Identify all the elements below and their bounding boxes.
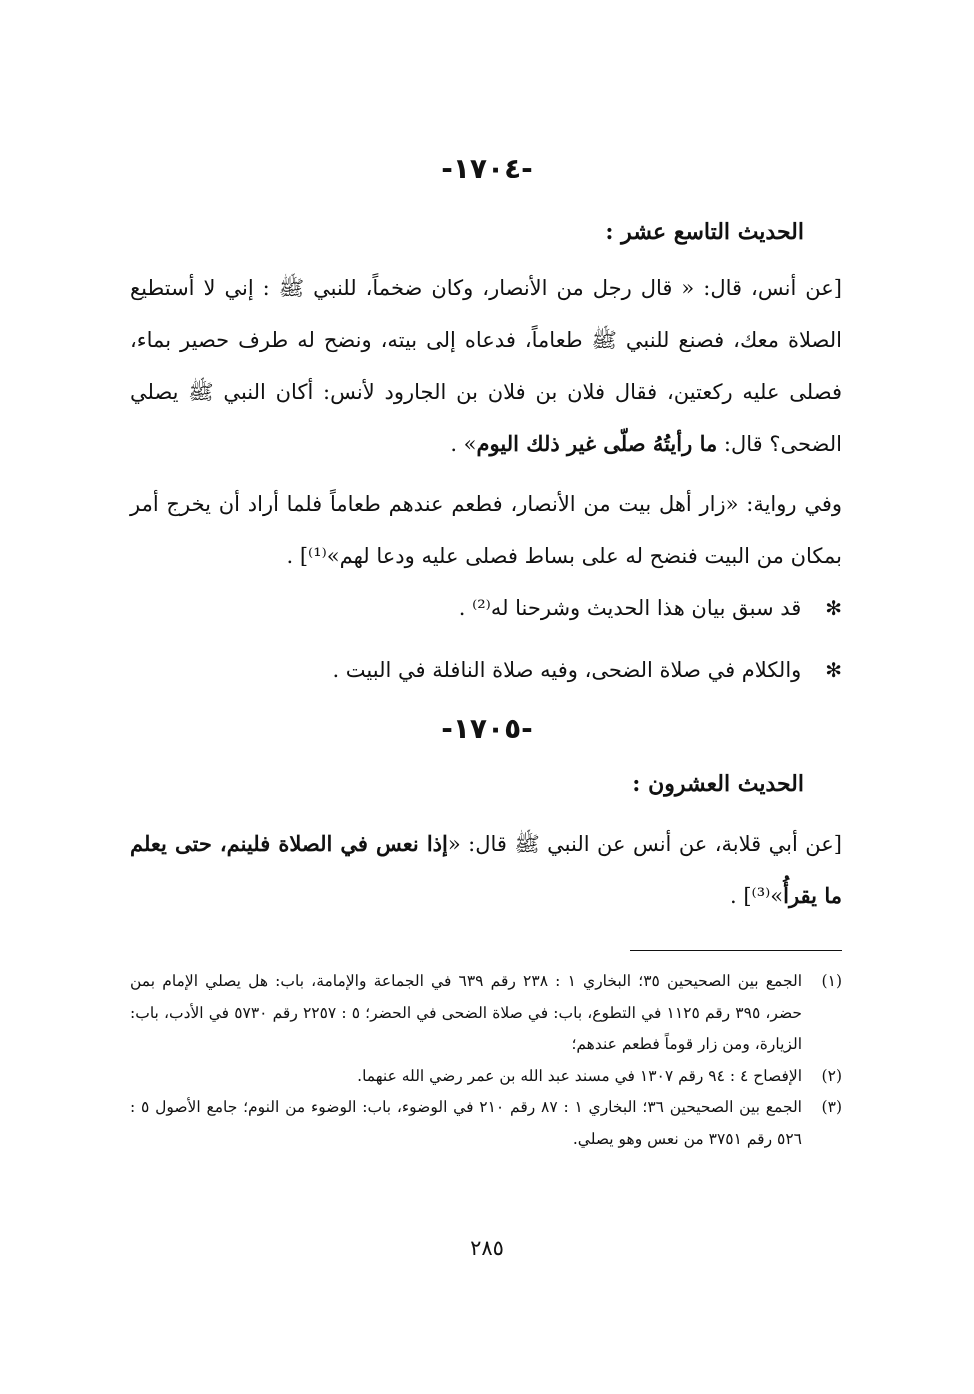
bullet-star-icon: ✻ <box>825 596 842 620</box>
footnote-mark: (٢) <box>821 1066 842 1085</box>
hadith-heading: الحديث العشرون : <box>632 771 804 797</box>
footnotes <box>130 966 842 1155</box>
footnote-mark: (١) <box>821 972 842 990</box>
hadith-text-emphasis: ما رأيتُهُ صلّى غير ذلك اليوم <box>476 431 718 456</box>
page-number: ٢٨٥ <box>470 1236 504 1260</box>
footnote-mark: (٣) <box>821 1098 842 1116</box>
hadith-text-part: » . <box>450 432 477 456</box>
bullet-star-icon: ✻ <box>825 658 842 682</box>
bullet-text: قد سبق بيان هذا الحديث وشرحنا له⁽²⁾ . <box>458 596 802 620</box>
bullet-item <box>130 650 842 690</box>
footnote <box>130 966 842 1061</box>
footnote-text: الجمع بين الصحيحين ٣٦؛ البخاري ١ : ٨٧ رقم ٢١٠ في الوضوء، باب: الوضوء من النوم؛ جامع الأصول ٥ : ٥٢٦ رقم ٣٧٥١ من نعس وهو يصلي. <box>130 1098 802 1148</box>
hadith-number: -١٧٠٥- <box>441 712 533 745</box>
bullet-item <box>130 588 842 628</box>
footnote <box>130 1061 842 1093</box>
hadith-heading: الحديث التاسع عشر : <box>605 219 804 245</box>
footnote-text: الإفصاح ٤ : ٩٤ رقم ١٣٠٧ في مسند عبد الله بن عمر رضي الله عنهما. <box>357 1066 802 1085</box>
hadith-number: -١٧٠٤- <box>441 152 533 185</box>
hadith-text-part: [عن أبي قلابة، عن أنس عن النبي ﷺ قال: « <box>447 832 842 856</box>
footnote-text: الجمع بين الصحيحين ٣٥؛ البخاري ١ : ٢٣٨ رقم ٦٣٩ في الجماعة والإمامة، باب: هل يصلي الإمام بمن حضر، ٣٩٥ رقم ١١٢٥ في التطوع، باب: في صلاة الضحى في الحضر؛ ٥ : ٢٢٥٧ رقم ٥٧٣٠ في الأدب، باب: الزيارة، ومن زار قوماً فطعم عندهم؛ <box>130 972 802 1053</box>
hadith-text-emphasis: إذا نعس في الصلاة فلينم، حتى يعلم ما يقرأُ <box>130 831 842 908</box>
hadith-text <box>130 262 842 470</box>
hadith-riwaya: وفي رواية: «زار أهل بيت من الأنصار، فطعم عندهم طعاماً فلما أراد أن يخرج أمر بمكان من البيت فنضح له على بساط فصلى عليه ودعا لهم»⁽¹⁾] . <box>130 492 842 568</box>
footnote-separator <box>630 950 842 951</box>
footnote <box>130 1092 842 1155</box>
hadith-text-part: [عن أنس، قال: « قال رجل من الأنصار، وكان ضخماً، للنبي ﷺ : إني لا أستطيع الصلاة معك، فصنع للنبي ﷺ طعاماً، فدعاه إلى بيته، ونضح له طرف حصير بماء، فصلى عليه ركعتين، فقال فلان بن فلان بن الجارود لأنس: أكان النبي ﷺ يصلي الضحى؟ قال: <box>130 276 842 456</box>
bullet-text: والكلام في صلاة الضحى، وفيه صلاة النافلة في البيت . <box>332 658 802 682</box>
hadith-text <box>130 818 842 922</box>
hadith-text-part: »⁽³⁾] . <box>730 884 784 908</box>
